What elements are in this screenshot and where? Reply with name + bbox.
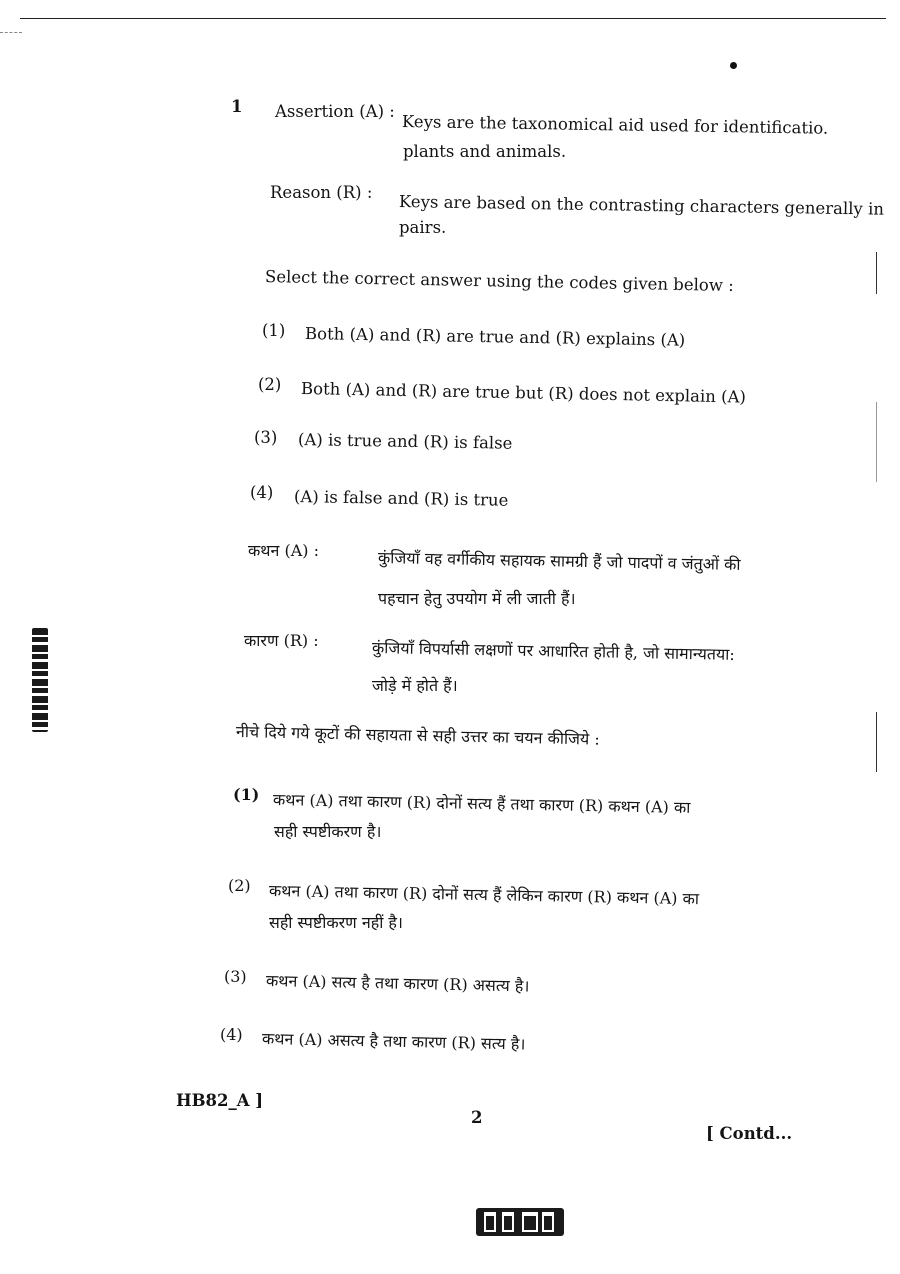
hindi-reason-line1: कुंजियाँ विपर्यासी लक्षणों पर आधारित होती है, जो सामान्यतया: [371,638,735,664]
question-number: 1 [231,97,243,116]
assertion-label: Assertion (A) : [275,102,395,121]
hindi-reason-line2: जोड़े में होते हैं। [372,676,458,695]
right-margin-line [876,712,877,772]
reason-label: Reason (R) : [270,183,373,202]
hindi-instruction: नीचे दिये गये कूटों की सहायता से सही उत्तर का चयन कीजिये : [235,722,600,749]
page-number: 2 [471,1108,483,1127]
top-rule-dash [0,32,22,33]
option-2-text: Both (A) and (R) are true but (R) does not explain (A) [300,379,747,407]
right-margin-line [876,252,877,294]
reason-text-line2: pairs. [399,218,447,237]
hindi-assertion-line1: कुंजियाँ वह वर्गीकीय सहायक सामग्री हैं जो पादपों व जंतुओं की [377,548,741,574]
hindi-option-2-line1: कथन (A) तथा कारण (R) दोनों सत्य हैं लेकिन कारण (R) कथन (A) का [268,881,700,909]
hindi-option-4-line1: कथन (A) असत्य है तथा कारण (R) सत्य है। [261,1029,526,1054]
option-2-number: (2) [258,375,282,394]
left-margin-stamp-logo [32,628,48,732]
hindi-option-3-number: (3) [224,967,247,986]
assertion-text-line2: plants and animals. [403,142,567,161]
hindi-option-2-number: (2) [228,876,251,895]
hindi-assertion-label: कथन (A) : [248,541,319,560]
hindi-option-1-line2: सही स्पष्टीकरण है। [274,822,382,841]
reason-text-line1: Keys are based on the contrasting characters generally in [398,192,885,219]
top-rule [20,18,886,19]
instruction-text: Select the correct answer using the codes given below : [264,267,734,295]
option-3-number: (3) [254,428,278,447]
option-1-text: Both (A) and (R) are true and (R) explains (A) [304,324,686,350]
bottom-logo [476,1208,564,1236]
hindi-option-1-number: (1) [233,785,260,804]
option-3-text: (A) is true and (R) is false [297,430,513,453]
right-margin-line [876,402,877,482]
hindi-option-4-number: (4) [220,1025,243,1044]
assertion-text-line1: Keys are the taxonomical aid used for identificatio. [401,112,829,138]
hindi-assertion-line2: पहचान हेतु उपयोग में ली जाती हैं। [378,589,576,608]
option-4-text: (A) is false and (R) is true [293,487,509,510]
option-4-number: (4) [250,483,274,502]
hindi-option-2-line2: सही स्पष्टीकरण नहीं है। [269,913,403,932]
hindi-option-3-line1: कथन (A) सत्य है तथा कारण (R) असत्य है। [265,971,530,996]
dot-mark [730,62,737,69]
contd-label: [ Contd... [706,1124,793,1143]
option-1-number: (1) [262,321,286,340]
hindi-option-1-line1: कथन (A) तथा कारण (R) दोनों सत्य हैं तथा कारण (R) कथन (A) का [272,790,691,818]
paper-code: HB82_A ] [176,1091,264,1110]
hindi-reason-label: कारण (R) : [244,631,319,650]
